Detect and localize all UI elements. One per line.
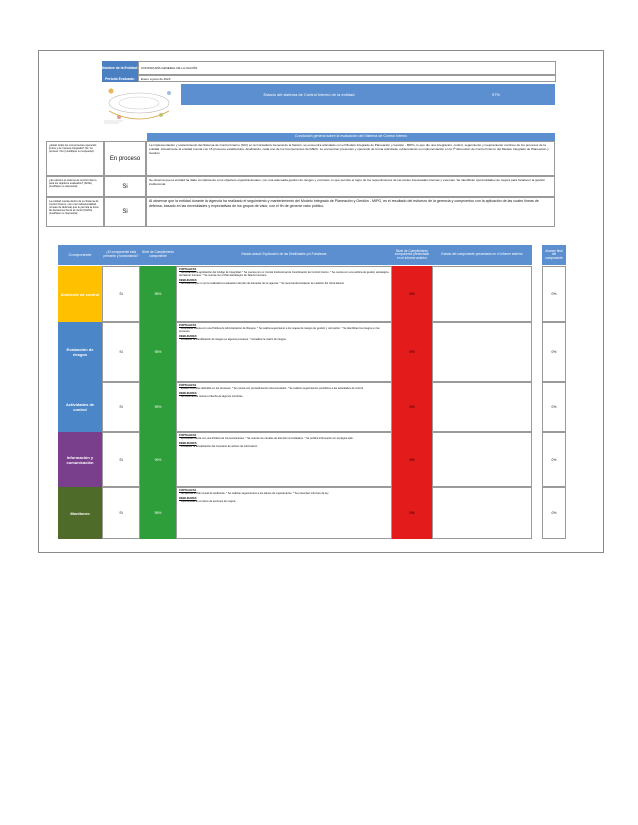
component-advance: 0% [542, 487, 566, 539]
component-present: Si [102, 322, 140, 382]
component-status-text [176, 432, 392, 487]
strengths-title: FORTALEZAS [179, 324, 197, 327]
header-level: Nivel de Cumplimiento componente [140, 245, 176, 265]
component-status-text [176, 322, 392, 382]
component-present: Si [102, 432, 140, 487]
header-prev-level: Nivel de Cumplimiento componente presentado en el informe anterior [392, 245, 432, 265]
component-advance: 0% [542, 382, 566, 432]
strengths-text: * Se ejecuta el Plan Anual de Auditorías. * Se realizan seguimientos a los planes de mejoramiento. * Se presentan informes de ley. [179, 492, 329, 496]
strengths-text: * Existen controles definidos en los procesos. * Se cuenta con procedimientos documentados. * Se realizan seguimientos periódicos a las actividades de control. [179, 387, 364, 391]
component-name: Evaluación de riesgos [58, 322, 102, 382]
control-status-percentage: 97% [437, 84, 555, 105]
component-prev-status [432, 382, 532, 432]
conclusion-question-1: ¿Están todos los componentes operando juntos y de manera integrada? (Si / en proceso / No) (Justifique su respuesta): [46, 141, 104, 176]
header-status-current: Estado actual: Explicación de las Debilidades y/o Fortalezas [176, 245, 392, 265]
component-name: Actividades de control [58, 382, 102, 432]
weaknesses-text: * Se observa que no se ha realizado la evaluación del plan de bienestar de la vigencia. * Se recomienda fortalecer la medición del clima laboral. [179, 282, 345, 286]
conclusion-text-1: La implementación y sostenimiento del Sistema de Control Interno (SCI) en la Contaduría General de la Nación, se encuentra articulado con el Modelo Integrado de Planeación y Gestión - MIPG, lo que dio una integración, control, seguimiento y mejoramiento continuo de los procesos de la entidad. Actualmente la entidad cuenta con 15 procesos establecidos. Analizando, cada uno de los Componentes del MECI, se encuentran presentes y operando de forma articulada, evidenciando su implementación en la 7ª dimensión de Control Interno del Modelo Integrado de Planeación y Gestión. [146, 141, 555, 176]
weaknesses-text: * Fortalecer la actualización del inventario de activos de información. [179, 445, 258, 449]
document-frame [38, 50, 604, 553]
header-prev-status: Estado del componente presentado en el informe anterior [432, 245, 532, 265]
header-component: Componente [58, 245, 102, 265]
strengths-text: * Se evidencia la aprobación del Código de Integridad. * Se cuenta con un Comité Institucional de Coordinación de Control Interno. * Se cuenta con una política de gestión estratégica del talento humano. * Se cuenta con el Plan Estratégico de Talento Humano. [179, 271, 389, 278]
component-status-text [176, 266, 392, 322]
component-name: Información y comunicación [58, 432, 102, 487]
component-prev-status [432, 432, 532, 487]
weaknesses-title: DEBILIDADES [179, 392, 197, 396]
entity-label: Nombre de la Entidad: [102, 61, 138, 75]
conclusion-text-3: Al observar que la entidad durante la vigencia ha realizado el seguimiento y mantenimiento del Modelo Integrado de Planeación y Gestión - MIPG, es el resultado del esfuerzo de la gerencia y compromiso con la aplicación de las cuatro líneas de defensa, basado en las necesidades y expectativas de los grupos de valor, con el fin de generar valor público. [146, 197, 555, 227]
weaknesses-title: DEBILIDADES [179, 279, 197, 283]
strengths-title: FORTALEZAS [179, 384, 197, 387]
component-level: 99% [140, 432, 176, 487]
conclusion-answer-3: Si [104, 197, 146, 227]
meci-diagram-logo [99, 83, 179, 127]
component-level: 95% [140, 322, 176, 382]
component-prev-level: 0% [392, 487, 432, 539]
header-present: ¿El componente está presente y funcionando? [102, 245, 140, 265]
weaknesses-text: * Oportunidad en el cierre de acciones de mejora. [179, 500, 237, 504]
component-status-text [176, 382, 392, 432]
conclusion-text-2: Se observa que la entidad ha dado cumplimiento a los objetivos organizacionales, con una adecuada gestión de riesgos y controles; lo que permite el logro de los requerimientos de las partes interesadas internas y externas. Se identifican oportunidades de mejora para fortalecer la gestión institucional. [146, 176, 555, 197]
component-name: Monitoreo [58, 487, 102, 539]
weaknesses-title: DEBILIDADES [179, 442, 197, 446]
weaknesses-title: DEBILIDADES [179, 497, 197, 501]
conclusion-question-2: ¿Es efectivo el sistema de control interno para los objetivos evaluados? (Si/No) (Justifique su respuesta): [46, 176, 104, 197]
conclusion-answer-1: En proceso [104, 141, 146, 176]
component-prev-level: 0% [392, 432, 432, 487]
component-present: Si [102, 266, 140, 322]
component-prev-level: 0% [392, 382, 432, 432]
strengths-title: FORTALEZAS [179, 489, 197, 492]
strengths-title: FORTALEZAS [179, 268, 197, 271]
component-present: Si [102, 487, 140, 539]
entity-value: CONTADURÍA GENERAL DE LA NACIÓN [138, 61, 556, 75]
conclusion-question-3: La entidad cuenta dentro de su Sistema de Control Interno, con una institucionalidad (Líneas de defensa) que le permita la toma de decisiones frente al control (Si/No) (Justifique su respuesta): [46, 197, 104, 227]
component-level: 99% [140, 382, 176, 432]
strengths-title: FORTALEZAS [179, 434, 197, 437]
component-status-text [176, 487, 392, 539]
conclusion-title: Conclusión general sobre la evaluación del Sistema de Control Interno [147, 133, 555, 141]
component-advance: 0% [542, 266, 566, 322]
component-advance: 0% [542, 322, 566, 382]
conclusion-answer-2: Si [104, 176, 146, 197]
strengths-text: * La entidad cuenta con una Política de Comunicaciones. * Se cuenta con canales de atención al ciudadano. * Se publica información en la página web. [179, 437, 354, 441]
component-prev-level: 0% [392, 266, 432, 322]
control-status-title: Estado del sistema de Control Interno de la entidad [181, 84, 437, 105]
component-level: 98% [140, 487, 176, 539]
weaknesses-text: * Fortalecer la identificación de riesgos en algunos procesos. * Actualizar la matriz de riesgos. [179, 338, 287, 342]
component-prev-status [432, 266, 532, 322]
strengths-text: * La Entidad cuenta con una Política de Administración de Riesgos. * Se realiza seguimiento a los mapas de riesgos de gestión y corrupción. * Se identifican los riesgos en los procesos. [179, 327, 380, 334]
component-prev-level: 0% [392, 322, 432, 382]
weaknesses-title: DEBILIDADES [179, 335, 197, 339]
component-advance: 0% [542, 432, 566, 487]
component-prev-status [432, 487, 532, 539]
component-level: 95% [140, 266, 176, 322]
component-prev-status [432, 322, 532, 382]
component-present: Si [102, 382, 140, 432]
period-value: Enero a junio de 2023 [138, 75, 556, 82]
period-label: Periodo Evaluado: [102, 75, 138, 82]
component-name: Ambiente de control [58, 266, 102, 322]
weaknesses-text: * Se recomienda revisar el diseño de algunos controles. [179, 395, 244, 399]
header-advance: Avance final del componente [542, 245, 566, 265]
